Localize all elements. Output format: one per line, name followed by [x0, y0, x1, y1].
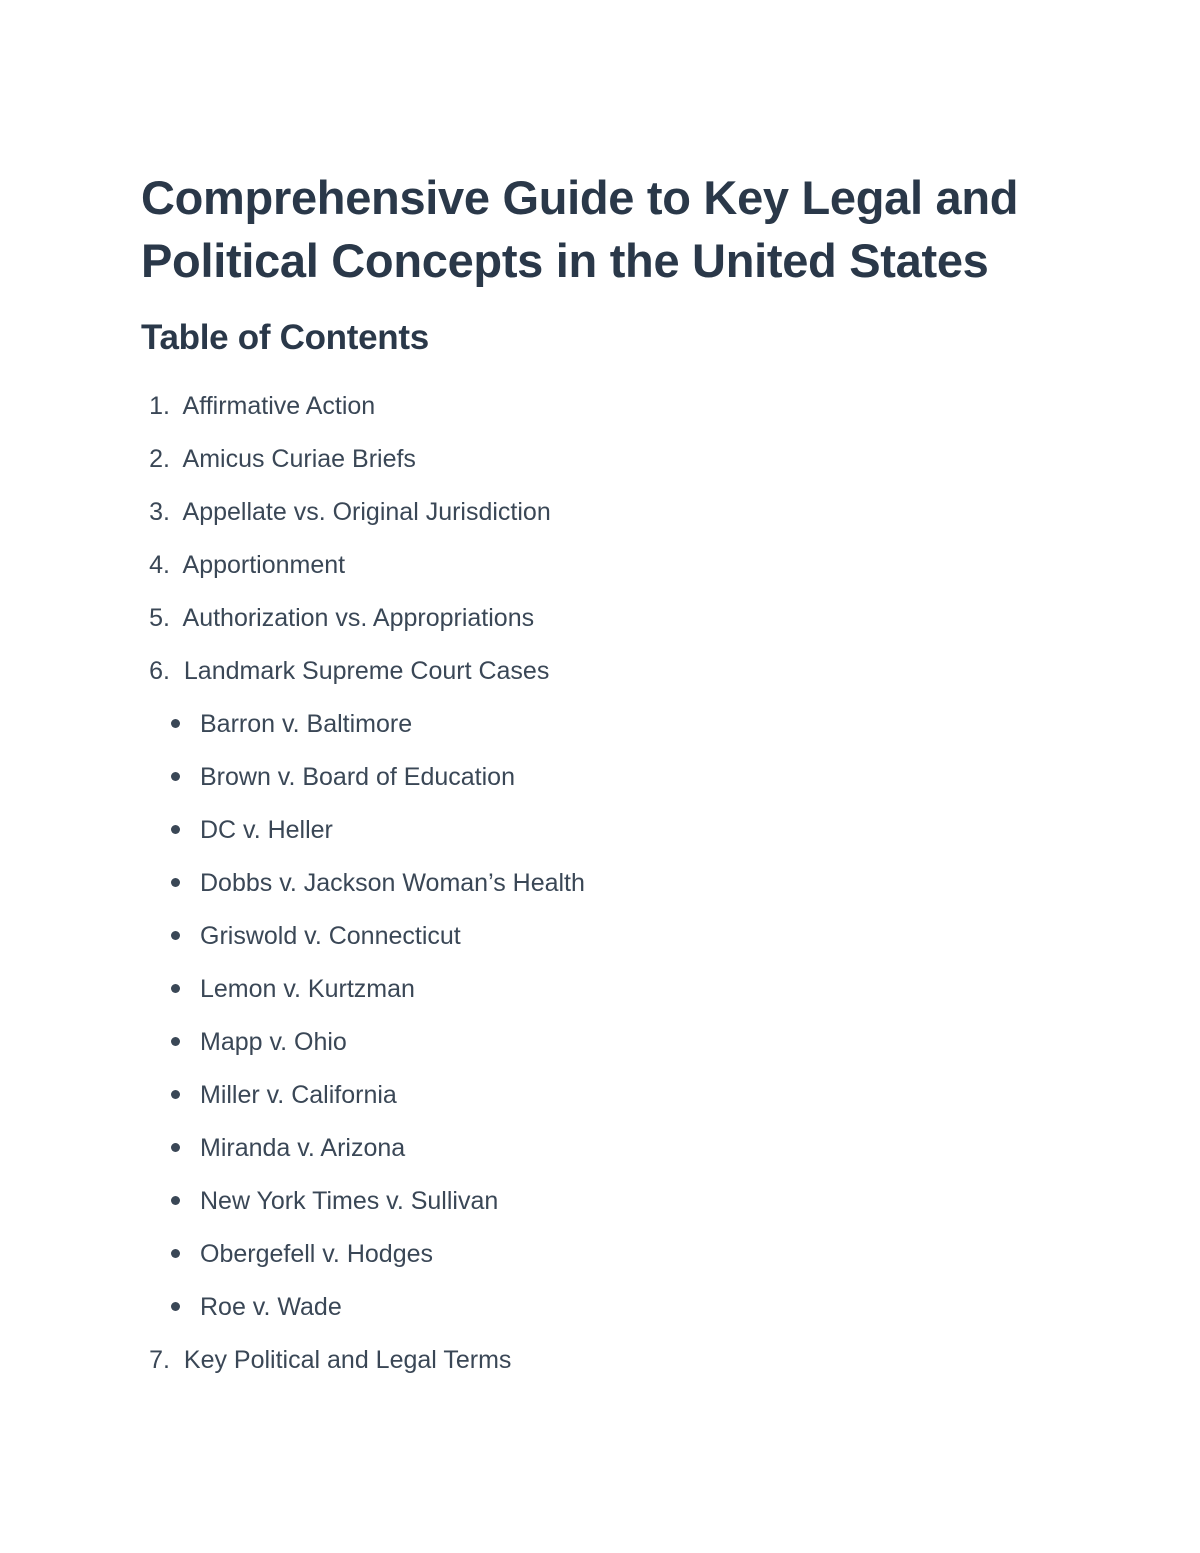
bullet-icon — [171, 1196, 180, 1205]
bullet-icon — [171, 878, 180, 887]
bullet-icon — [171, 1249, 180, 1258]
toc-heading: Table of Contents — [141, 318, 429, 357]
toc-item-number: 5. — [149, 604, 170, 632]
toc-item-number: 4. — [149, 551, 170, 579]
case-label: Dobbs v. Jackson Woman’s Health — [200, 869, 585, 897]
bullet-icon — [171, 931, 180, 940]
case-item — [171, 761, 515, 793]
case-item — [171, 708, 412, 740]
bullet-icon — [171, 825, 180, 834]
toc-item-number: 7. — [149, 1346, 170, 1374]
bullet-icon — [171, 1090, 180, 1099]
toc-item-label: Authorization vs. Appropriations — [176, 604, 535, 632]
toc-item-label: Key Political and Legal Terms — [176, 1346, 512, 1374]
toc-item-number: 1. — [149, 392, 170, 420]
case-label: Griswold v. Connecticut — [200, 922, 461, 950]
bullet-icon — [171, 719, 180, 728]
bullet-icon — [171, 1037, 180, 1046]
case-item — [171, 1185, 498, 1217]
toc-item-label: Apportionment — [176, 551, 346, 579]
case-label: Barron v. Baltimore — [200, 710, 413, 738]
case-item — [171, 1291, 342, 1323]
toc-item-number: 6. — [149, 657, 170, 685]
case-item — [171, 814, 333, 846]
case-item — [171, 1132, 405, 1164]
toc-item-affirmative-action — [141, 390, 375, 422]
case-label: Lemon v. Kurtzman — [200, 975, 415, 1003]
bullet-icon — [171, 984, 180, 993]
bullet-icon — [171, 772, 180, 781]
toc-item-label: Landmark Supreme Court Cases — [176, 657, 550, 685]
toc-item-number: 3. — [149, 498, 170, 526]
bullet-icon — [171, 1143, 180, 1152]
case-item — [171, 1238, 433, 1270]
toc-item-label: Appellate vs. Original Jurisdiction — [176, 498, 551, 526]
bullet-icon — [171, 1302, 180, 1311]
case-label: Miranda v. Arizona — [200, 1134, 406, 1162]
toc-item-label: Amicus Curiae Briefs — [176, 445, 416, 473]
document-title: Comprehensive Guide to Key Legal and Political Concepts in the United States — [141, 171, 1019, 287]
toc-item-key-terms — [141, 1344, 511, 1376]
case-label: Miller v. California — [200, 1081, 397, 1109]
toc-item-amicus-curiae-briefs — [141, 443, 416, 475]
case-label: Obergefell v. Hodges — [200, 1240, 433, 1268]
case-item — [171, 1026, 347, 1058]
toc-item-label: Affirmative Action — [176, 392, 376, 420]
case-item — [171, 920, 461, 952]
toc-item-number: 2. — [149, 445, 170, 473]
toc-item-jurisdiction — [141, 496, 551, 528]
toc-item-authorization — [141, 602, 534, 634]
case-item — [171, 867, 585, 899]
case-label: Brown v. Board of Education — [200, 763, 515, 791]
case-label: Mapp v. Ohio — [200, 1028, 347, 1056]
case-label: New York Times v. Sullivan — [200, 1187, 499, 1215]
case-item — [171, 973, 415, 1005]
case-item — [171, 1079, 397, 1111]
case-label: DC v. Heller — [200, 816, 333, 844]
case-label: Roe v. Wade — [200, 1293, 342, 1321]
toc-item-apportionment — [141, 549, 345, 581]
toc-item-landmark-cases — [141, 655, 549, 687]
